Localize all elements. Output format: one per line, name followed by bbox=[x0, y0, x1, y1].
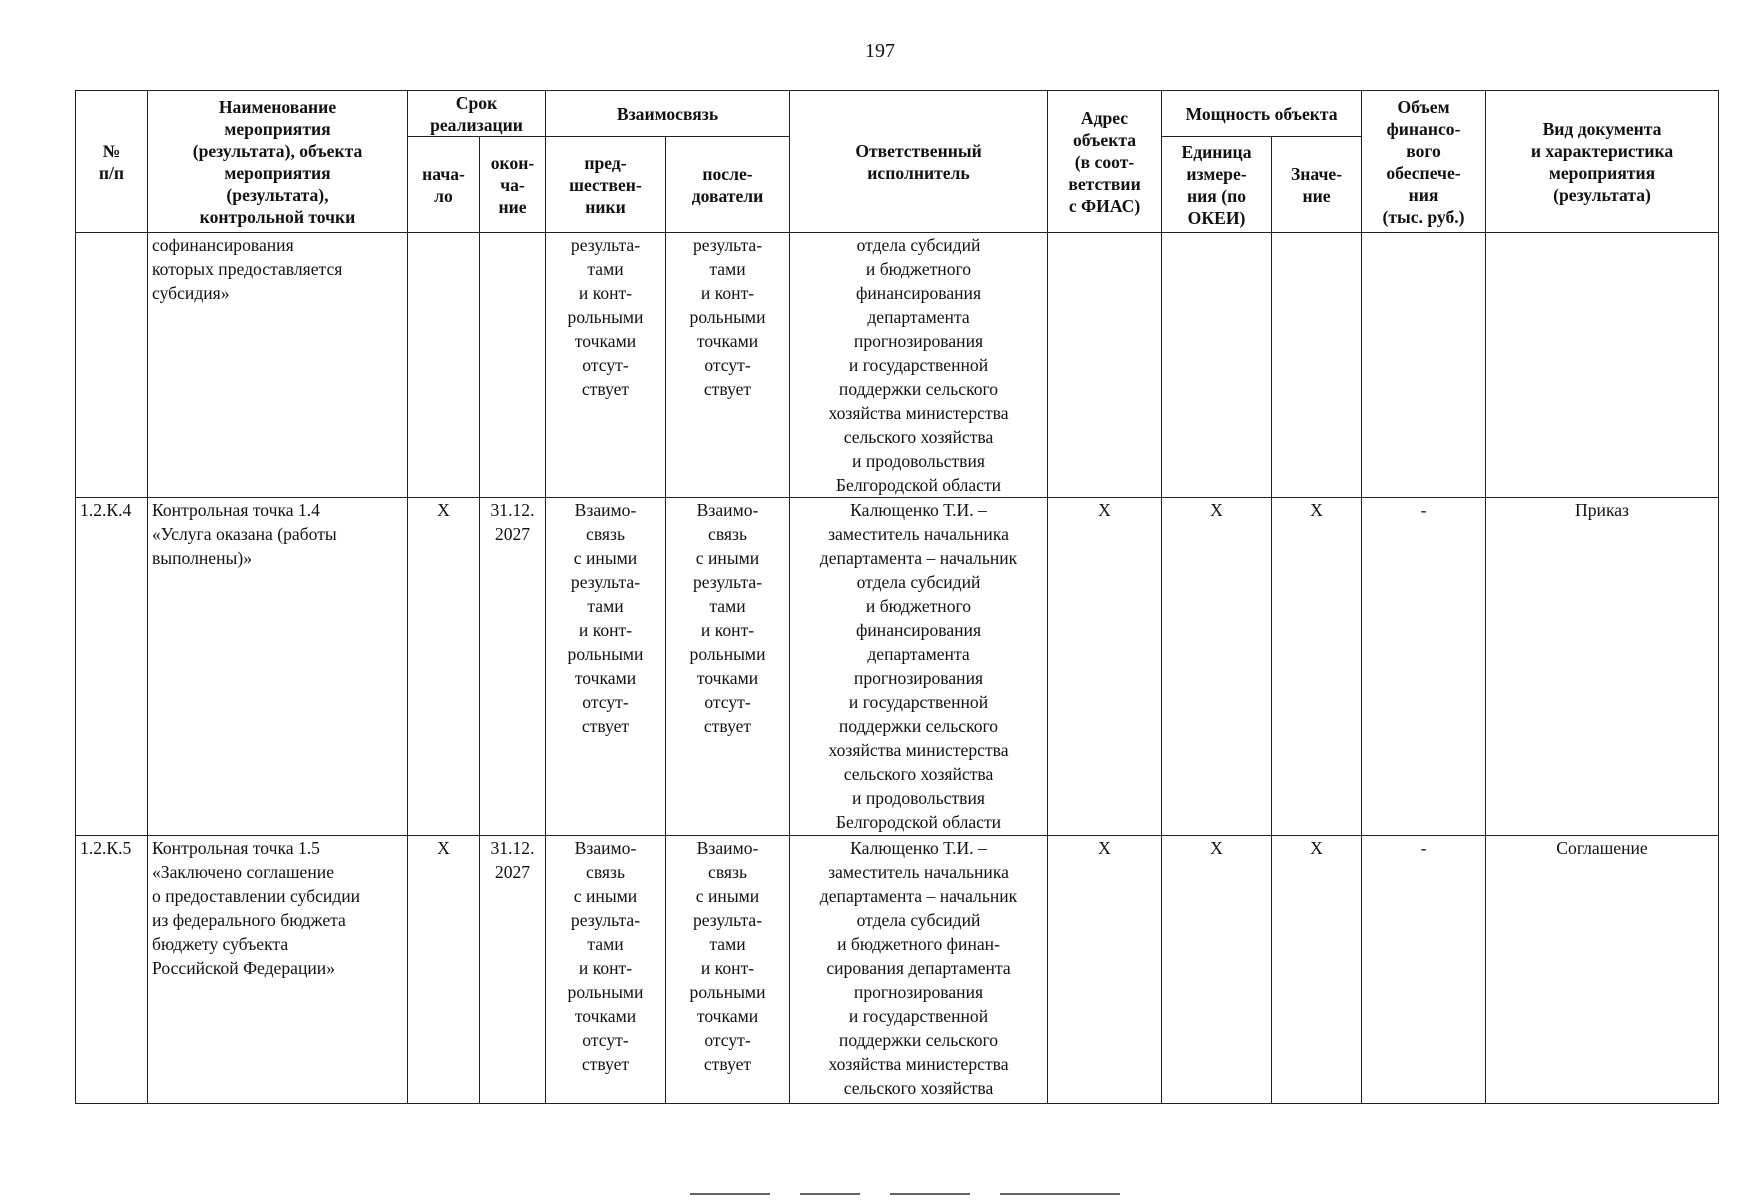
cell-end: 31.12. 2027 bbox=[480, 836, 546, 1104]
cell-end: 31.12. 2027 bbox=[480, 498, 546, 836]
header-successors: после- дователи bbox=[666, 137, 790, 233]
cell-predecessors: результа- тами и конт- рольными точками отсут- ствует bbox=[546, 233, 666, 498]
cell-start: X bbox=[408, 836, 480, 1104]
header-capacity: Мощность объекта bbox=[1162, 91, 1362, 137]
cell-value bbox=[1272, 233, 1362, 498]
header-period: Срок реализации bbox=[408, 91, 546, 137]
header-responsible: Ответственный исполнитель bbox=[790, 91, 1048, 233]
header-predecessors: пред- шествен- ники bbox=[546, 137, 666, 233]
cell-unit: X bbox=[1162, 498, 1272, 836]
cell-num: 1.2.К.4 bbox=[76, 498, 148, 836]
cell-responsible: Калющенко Т.И. – заместитель начальника департамента – начальник отдела субсидий и бюджетного финансирования департамента прогнозирования и государственной поддержки сельского хозяйства министерства сельского хозяйства и продовольствия Белгородской области bbox=[790, 498, 1048, 836]
header-start: нача- ло bbox=[408, 137, 480, 233]
header-relation: Взаимосвязь bbox=[546, 91, 790, 137]
scan-artifact-line bbox=[890, 1193, 970, 1195]
cell-doc-type bbox=[1486, 233, 1719, 498]
cell-num bbox=[76, 233, 148, 498]
cell-end bbox=[480, 233, 546, 498]
cell-successors: Взаимо- связь с иными результа- тами и конт- рольными точками отсут- ствует bbox=[666, 836, 790, 1104]
cell-value: X bbox=[1272, 498, 1362, 836]
scan-artifact-line bbox=[1000, 1193, 1120, 1195]
cell-funding: - bbox=[1362, 498, 1486, 836]
cell-start bbox=[408, 233, 480, 498]
header-value: Значе- ние bbox=[1272, 137, 1362, 233]
cell-responsible: отдела субсидий и бюджетного финансирования департамента прогнозирования и государственной поддержки сельского хозяйства министерства сельского хозяйства и продовольствия Белгородской области bbox=[790, 233, 1048, 498]
cell-predecessors: Взаимо- связь с иными результа- тами и конт- рольными точками отсут- ствует bbox=[546, 498, 666, 836]
table-row bbox=[76, 498, 1719, 836]
table-row bbox=[76, 836, 1719, 1104]
header-end: окон- ча- ние bbox=[480, 137, 546, 233]
cell-doc-type: Соглашение bbox=[1486, 836, 1719, 1104]
event-plan-table bbox=[75, 90, 1719, 1104]
table-row bbox=[76, 233, 1719, 498]
cell-address: X bbox=[1048, 498, 1162, 836]
cell-name: софинансирования которых предоставляется субсидия» bbox=[148, 233, 408, 498]
page-number: 197 bbox=[865, 40, 895, 62]
header-funding: Объем финансо- вого обеспече- ния (тыс. руб.) bbox=[1362, 91, 1486, 233]
cell-funding: - bbox=[1362, 836, 1486, 1104]
cell-responsible: Калющенко Т.И. – заместитель начальника департамента – начальник отдела субсидий и бюджетного финан- сирования департамента прогнозирования и государственной поддержки сельского хозяйства министерства сельского хозяйства bbox=[790, 836, 1048, 1104]
cell-doc-type: Приказ bbox=[1486, 498, 1719, 836]
scan-artifact-line bbox=[690, 1193, 770, 1195]
cell-successors: Взаимо- связь с иными результа- тами и конт- рольными точками отсут- ствует bbox=[666, 498, 790, 836]
header-num: № п/п bbox=[76, 91, 148, 233]
cell-name: Контрольная точка 1.5 «Заключено соглашение о предоставлении субсидии из федерального бюджета бюджету субъекта Российской Федерации» bbox=[148, 836, 408, 1104]
cell-name: Контрольная точка 1.4 «Услуга оказана (работы выполнены)» bbox=[148, 498, 408, 836]
scan-artifact-line bbox=[800, 1193, 860, 1195]
cell-num: 1.2.К.5 bbox=[76, 836, 148, 1104]
cell-funding bbox=[1362, 233, 1486, 498]
cell-address bbox=[1048, 233, 1162, 498]
cell-unit: X bbox=[1162, 836, 1272, 1104]
cell-start: X bbox=[408, 498, 480, 836]
cell-unit bbox=[1162, 233, 1272, 498]
header-unit: Единица измере- ния (по ОКЕИ) bbox=[1162, 137, 1272, 233]
cell-predecessors: Взаимо- связь с иными результа- тами и конт- рольными точками отсут- ствует bbox=[546, 836, 666, 1104]
cell-value: X bbox=[1272, 836, 1362, 1104]
cell-successors: результа- тами и конт- рольными точками отсут- ствует bbox=[666, 233, 790, 498]
header-doc-type: Вид документа и характеристика мероприятия (результата) bbox=[1486, 91, 1719, 233]
header-name: Наименование мероприятия (результата), объекта мероприятия (результата), контрольной точки bbox=[148, 91, 408, 233]
header-address: Адрес объекта (в соот- ветствии с ФИАС) bbox=[1048, 91, 1162, 233]
cell-address: X bbox=[1048, 836, 1162, 1104]
